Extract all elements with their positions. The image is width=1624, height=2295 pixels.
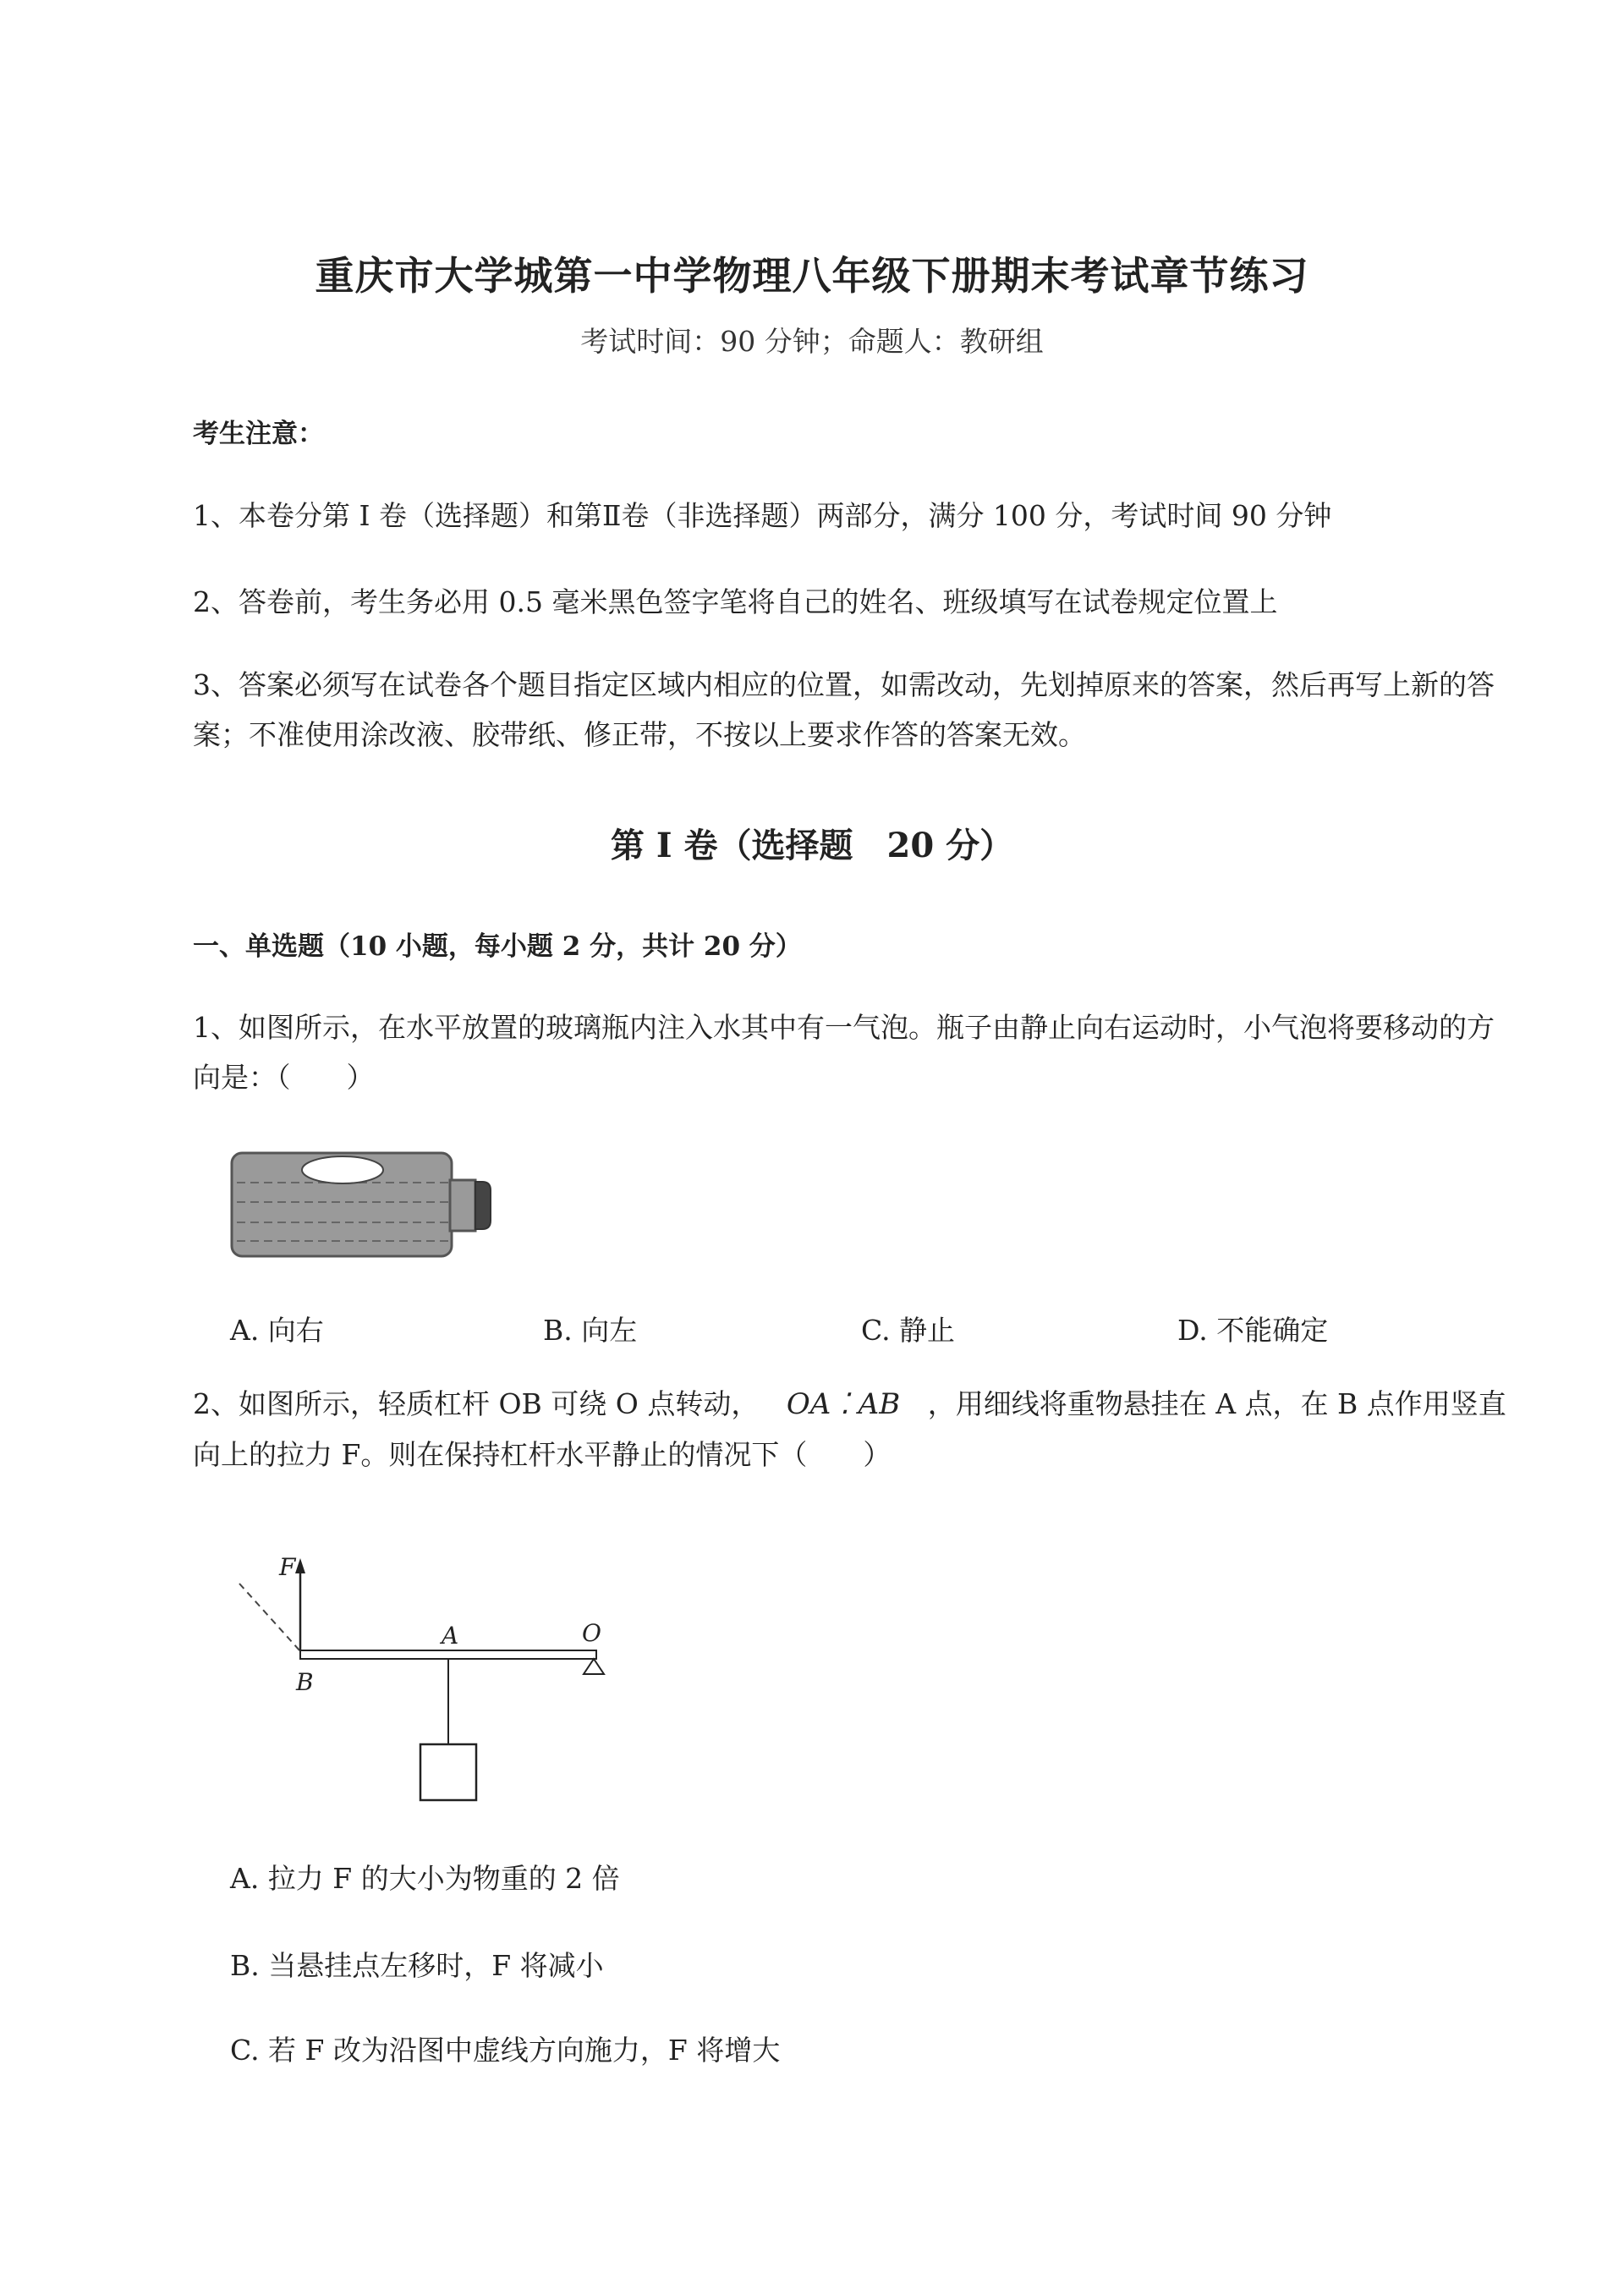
q1-option-b[interactable]: B. 向左 (543, 1314, 638, 1347)
q1-option-a[interactable]: A. 向右 (230, 1314, 324, 1347)
q2-option-c[interactable]: C. 若 F 改为沿图中虚线方向施力，F 将增大 (230, 2034, 781, 2067)
notice-item-1: 1、本卷分第 I 卷（选择题）和第Ⅱ卷（非选择题）两部分，满分 100 分，考试时间 90 分钟 (193, 499, 1332, 532)
notice-item-3: 3、答案必须写在试卷各个题目指定区域内相应的位置，如需改动，先划掉原来的答案，然后再写上新的答案；不准使用涂改液、胶带纸、修正带，不按以上要求作答的答案无效。 (193, 668, 1495, 751)
question-2-stem (193, 1379, 1521, 1480)
point-b-label: B (296, 1668, 314, 1696)
page-title: 重庆市大学城第一中学物理八年级下册期末考试章节练习 (315, 253, 1309, 299)
section-title: 第 I 卷（选择题 20 分） (610, 826, 1014, 865)
hanging-weight (420, 1744, 476, 1800)
question-1-options (0, 1309, 1624, 1351)
q2-option-a[interactable]: A. 拉力 F 的大小为物重的 2 倍 (230, 1862, 620, 1895)
exam-info: 考试时间：90 分钟；命题人：教研组 (580, 325, 1044, 358)
pivot-icon (584, 1659, 604, 1674)
air-bubble (302, 1156, 383, 1183)
q1-option-d[interactable]: D. 不能确定 (1177, 1314, 1329, 1347)
notice-item-2: 2、答卷前，考生务必用 0.5 毫米黑色签字笔将自己的姓名、班级填写在试卷规定位置上 (193, 585, 1278, 618)
point-a-label: A (442, 1622, 459, 1650)
question-group-heading: 一、单选题（10 小题，每小题 2 分，共计 20 分） (193, 931, 802, 962)
lever-figure (237, 1548, 626, 1819)
q2-stem-part1: 2、如图所示，轻质杠杆 OB 可绕 O 点转动， (193, 1387, 760, 1420)
q2-option-b[interactable]: B. 当悬挂点左移时，F 将减小 (230, 1949, 604, 1982)
force-label: F (279, 1553, 296, 1581)
q1-option-c[interactable]: C. 静止 (861, 1314, 956, 1347)
q2-ratio-formula: OA ⁚ AB (786, 1387, 901, 1421)
point-o-label: O (582, 1619, 601, 1647)
question-1-stem: 1、如图所示，在水平放置的玻璃瓶内注入水其中有一气泡。瓶子由静止向右运动时，小气泡将要移动的方向是：（ ） (193, 1011, 1495, 1094)
notice-heading: 考生注意： (193, 419, 324, 449)
bottle-figure (228, 1146, 499, 1260)
q2-stem-part2: ，用细线将重物悬挂在 A 点，在 B 点作用竖直向上的拉力 F。则在保持杠杆水平静止的情况下（ ） (193, 1387, 1506, 1471)
